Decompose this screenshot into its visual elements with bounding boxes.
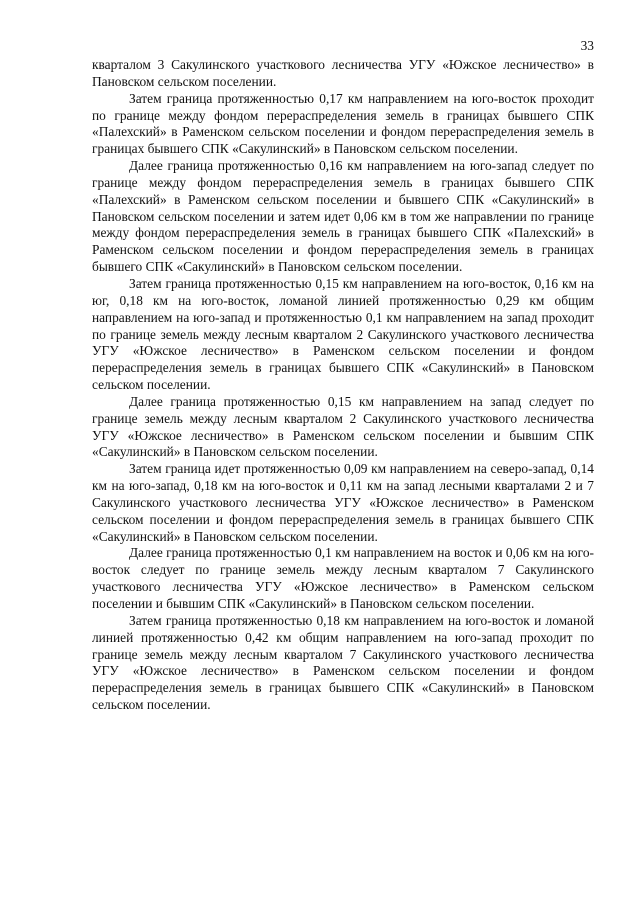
paragraph-7: Далее граница протяженностью 0,1 км направлением на восток и 0,06 км на юго-восток следует по границе земель между лесным кварталом 7 Сакулинского участкового лесничества УГУ «Южское лесничество» в Раменском сельском поселении и бывшим СПК «Сакулинский» в Пановском сельском поселении. [92, 545, 594, 611]
paragraph-4: Затем граница протяженностью 0,15 км направлением на юго-восток, 0,16 км на юг, 0,18 км на юго-восток, ломаной линией протяженностью 0,29 км общим направлением на юго-запад и протяженностью 0,1 км направлением на запад проходит по границе земель между лесным кварталом 2 Сакулинского участкового лесничества УГУ «Южское лесничество» в Раменском сельском поселении и фондом перераспределения земель в границах бывшего СПК «Сакулинский» в Пановском сельском поселении. [92, 275, 594, 393]
document-body [92, 57, 594, 714]
paragraph-3: Далее граница протяженностью 0,16 км направлением на юго-запад следует по границе между фондом перераспределения земель в границах бывшего СПК «Палехский» в Раменском сельском поселении и бывшего СПК «Сакулинский» в Пановском сельском поселении и затем идет 0,06 км в том же направлении по границе между фондом перераспределения земель в границах бывшего СПК «Палехский» в Раменском сельском поселении и фондом перераспределения земель в границах бывшего СПК «Сакулинский» в Пановском сельском поселении. [92, 158, 594, 275]
paragraph-6: Затем граница идет протяженностью 0,09 км направлением на северо-запад, 0,14 км на юго-запад, 0,18 км на юго-восток и 0,11 км на запад лесными кварталами 2 и 7 Сакулинского участкового лесничества УГУ «Южское лесничество» в Раменском сельском поселении и фондом перераспределения земель в границах бывшего СПК «Сакулинский» в Пановском сельском поселении. [92, 461, 594, 544]
paragraph-8: Затем граница протяженностью 0,18 км направлением на юго-восток и ломаной линией протяженностью 0,42 км общим направлением на юго-запад проходит по границе земель между лесным кварталом 7 Сакулинского участкового лесничества УГУ «Южское лесничество» в Раменском сельском поселении и фондом перераспределения земель в границах бывшего СПК «Сакулинский» в Пановском сельском поселении. [92, 612, 594, 713]
page-number: 33 [580, 38, 594, 53]
paragraph-5: Далее граница протяженностью 0,15 км направлением на запад следует по границе земель между лесным кварталом 2 Сакулинского участкового лесничества УГУ «Южское лесничество» в Раменском сельском поселении и бывшим СПК «Сакулинский» в Пановском сельском поселении. [92, 393, 594, 460]
paragraph-1: кварталом 3 Сакулинского участкового лесничества УГУ «Южское лесничество» в Пановском сельском поселении. [92, 57, 594, 89]
paragraph-2: Затем граница протяженностью 0,17 км направлением на юго-восток проходит по границе между фондом перераспределения земель в границах бывшего СПК «Палехский» в Раменском сельском поселении и фондом перераспределения земель в границах бывшего СПК «Сакулинский» в Пановском сельском поселении. [92, 90, 594, 157]
